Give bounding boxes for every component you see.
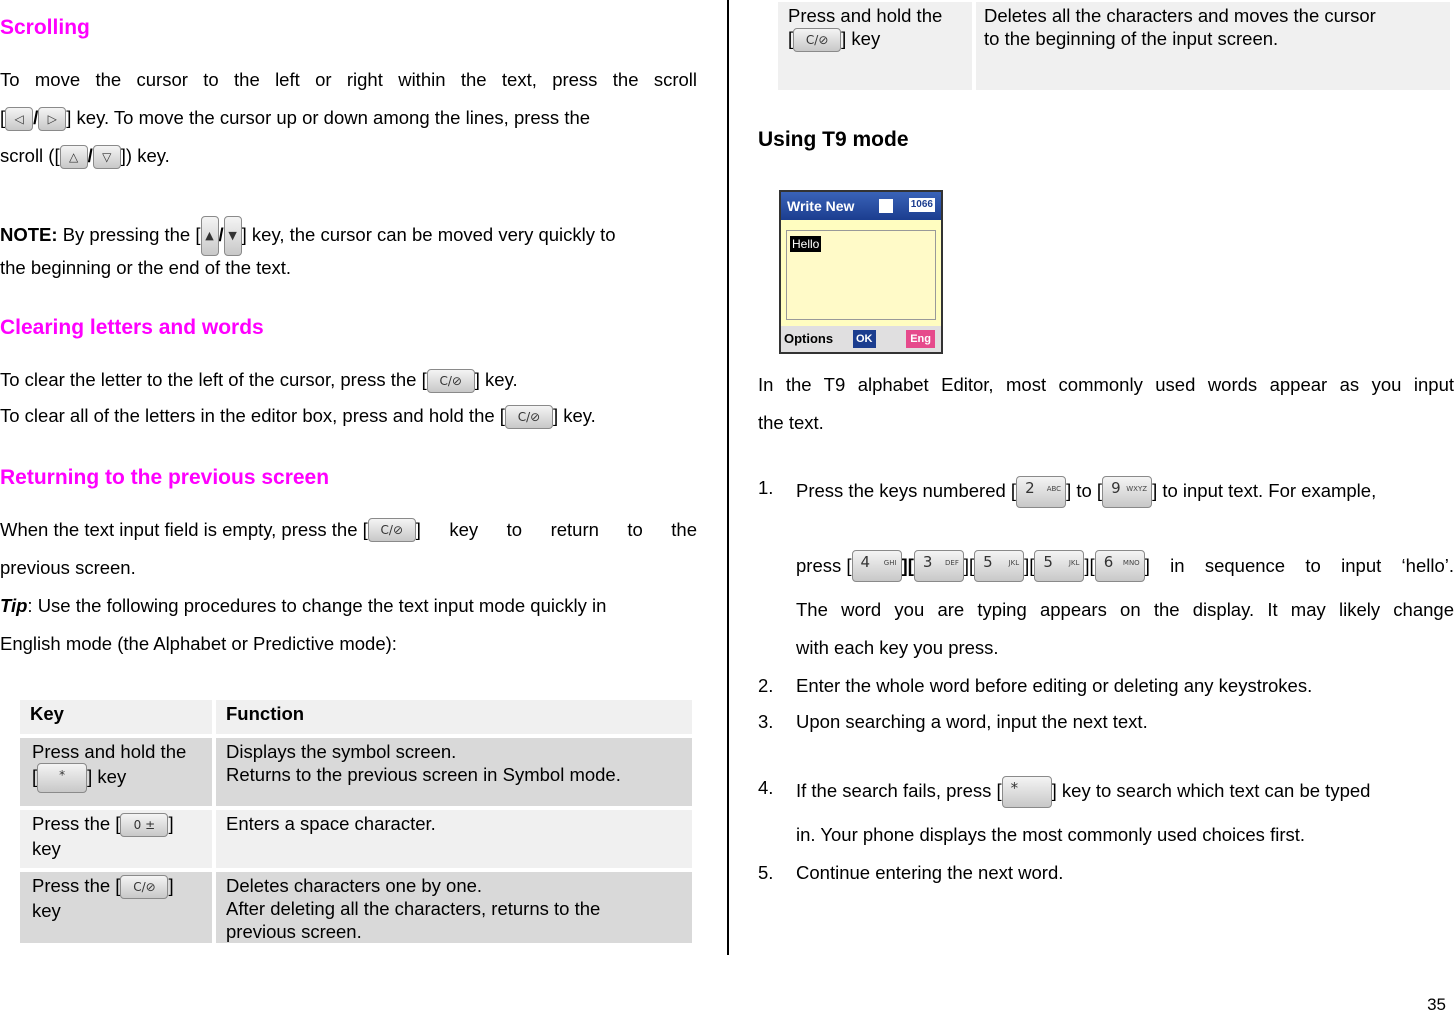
table-row: Press and hold the [ C/⊘ ] key Deletes all the characters and moves the cursor to the beginning of the input screen.: [778, 2, 1450, 90]
phone-title-bar: Write New 1066: [781, 192, 941, 220]
table-row: Press the [ 0 ± ] key Enters a space character.: [20, 810, 692, 868]
scroll-para-line3: scroll ([ △ / ▽ ]) key.: [0, 144, 170, 169]
key-6-icon: 6 MNO: [1095, 550, 1145, 582]
col-function-header: Function: [216, 700, 692, 734]
table-row: Press and hold the [ * ] key Displays the symbol screen. Returns to the previous screen in Symbol mode.: [20, 738, 692, 806]
return-line2: previous screen.: [0, 557, 136, 578]
key-function-table: [16, 696, 696, 947]
clear-line2: To clear all of the letters in the editor box, press and hold the [ C/⊘ ] key.: [0, 404, 596, 429]
note-line1: NOTE: By pressing the [ ▲ / ▼ ] key, the cursor can be moved very quickly to: [0, 216, 697, 256]
clear-key-icon: C/⊘: [120, 875, 168, 899]
heading-clearing: Clearing letters and words: [0, 316, 264, 339]
clear-key-icon: C/⊘: [427, 369, 475, 393]
key-9-icon: 9 WXYZ: [1102, 476, 1152, 508]
col-key-header: Key: [20, 700, 212, 734]
heading-using-t9: Using T9 mode: [758, 128, 909, 151]
tip-line1: Tip: Use the following procedures to change the text input mode quickly in: [0, 595, 607, 616]
t9-intro-line2: the text.: [758, 412, 824, 433]
key-5-icon: 5 JKL: [1034, 550, 1084, 582]
left-scroll-key-icon: ◁: [5, 107, 33, 131]
clear-key-icon: C/⊘: [793, 28, 841, 52]
clear-key-icon: C/⊘: [368, 518, 416, 542]
clear-line1: To clear the letter to the left of the cursor, press the [ C/⊘ ] key.: [0, 368, 518, 393]
zero-key-icon: 0 ±: [120, 813, 168, 837]
return-line1: When the text input field is empty, press the [ C/⊘ ] key to return to the: [0, 519, 697, 540]
heading-returning: Returning to the previous screen: [0, 466, 330, 489]
down-scroll-key-icon: ▽: [93, 145, 121, 169]
step-4-line2: in. Your phone displays the most commonly used choices first.: [796, 824, 1306, 845]
up-scroll-key-icon: △: [60, 145, 88, 169]
phone-text-area: Hello: [786, 230, 936, 320]
key-3-icon: 3 DEF: [914, 550, 964, 582]
scroll-para-line1: To move the cursor to the left or right within the text, press the scroll: [0, 69, 697, 90]
key-2-icon: 2 ABC: [1016, 476, 1066, 508]
memo-icon: [879, 199, 893, 213]
step-1-line4: with each key you press.: [796, 637, 999, 658]
right-scroll-key-icon: ▷: [38, 107, 66, 131]
step-1-line2: press [ 4 GHI ][ 3 DEF ][ 5 JKL ][ 5 JKL ][ 6 MNO ] in sequence to input ‘hello’.: [796, 550, 1454, 582]
step-1-line3: The word you are typing appears on the display. It may likely change: [796, 599, 1454, 620]
scroll-para-line2: [ ◁ / ▷ ] key. To move the cursor up or down among the lines, press the: [0, 106, 697, 131]
key-function-table-cont: [774, 0, 1454, 92]
t9-intro-line1: In the T9 alphabet Editor, most commonly used words appear as you input: [758, 374, 1454, 395]
star-key-icon: *: [37, 763, 87, 793]
table-header-row: [20, 700, 692, 734]
star-key-icon: *: [1002, 776, 1052, 808]
page-number: 35: [1427, 995, 1446, 1014]
phone-screen-image: [779, 190, 943, 354]
table-row: Press the [ C/⊘ ] key Deletes characters one by one. After deleting all the characters, returns to the previous screen.: [20, 872, 692, 943]
key-5-icon: 5 JKL: [974, 550, 1024, 582]
key-4-icon: 4 GHI: [852, 550, 902, 582]
heading-scrolling: Scrolling: [0, 16, 90, 39]
volume-down-key-icon: ▼: [224, 216, 242, 256]
note-line2: the beginning or the end of the text.: [0, 257, 292, 278]
phone-softkey-bar: Options OK Eng: [781, 326, 941, 352]
column-divider: [727, 0, 729, 955]
clear-key-icon: C/⊘: [505, 405, 553, 429]
volume-up-key-icon: ▲: [201, 216, 219, 256]
tip-line2: English mode (the Alphabet or Predictive mode):: [0, 633, 397, 654]
